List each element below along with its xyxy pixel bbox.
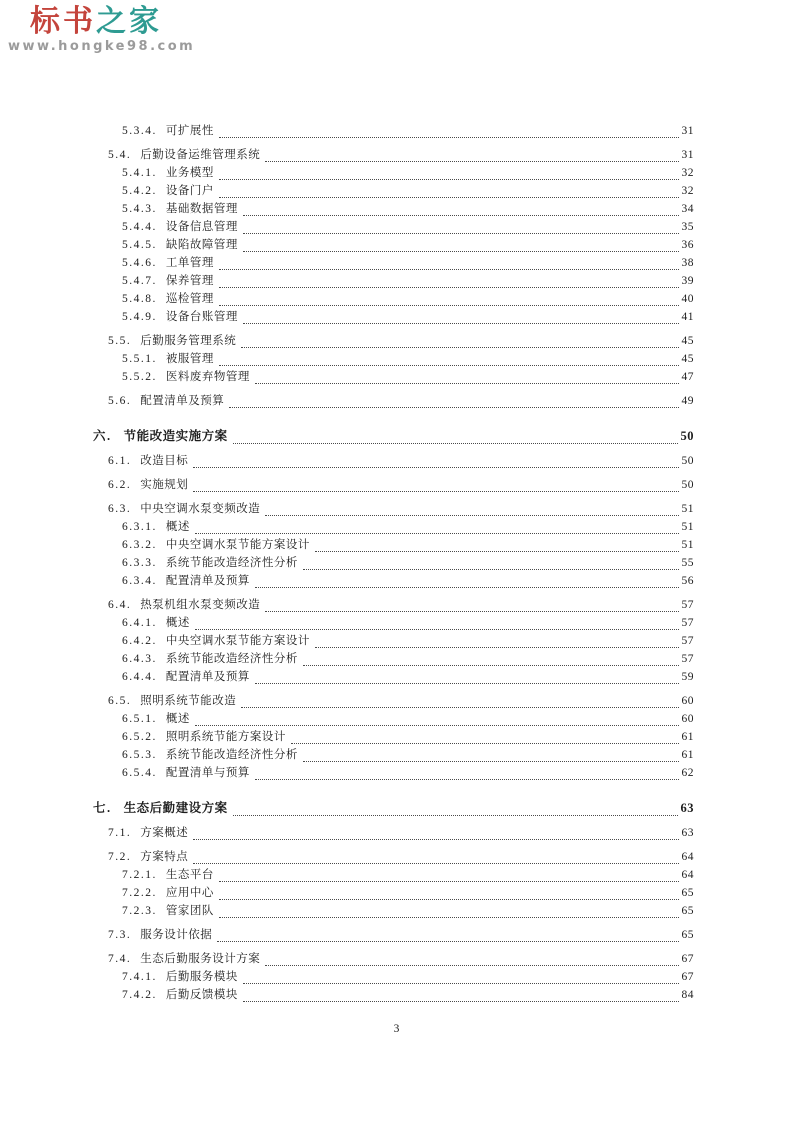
toc-entry-number: 5.5. <box>108 335 132 347</box>
dot-leader <box>315 549 679 552</box>
dot-leader <box>255 585 679 588</box>
toc-entry-page: 51 <box>681 521 694 533</box>
toc-entry-page: 40 <box>681 293 694 305</box>
toc-entry-number: 6.3.2. <box>122 539 157 551</box>
toc-entry-number: 6.4.2. <box>122 635 157 647</box>
toc-entry-number: 6.4.4. <box>122 671 157 683</box>
dot-leader <box>193 861 678 864</box>
toc-entry-number: 6.4.1. <box>122 617 157 629</box>
logo-title <box>30 6 195 38</box>
toc-entry-number: 6.5.4. <box>122 767 157 779</box>
toc-entry[interactable] <box>93 730 694 744</box>
toc-entry-page: 50 <box>681 455 694 467</box>
toc-entry[interactable] <box>93 220 694 234</box>
toc-entry-page: 64 <box>681 869 694 881</box>
toc-entry[interactable] <box>93 166 694 180</box>
dot-leader <box>195 627 679 630</box>
toc-entry[interactable] <box>93 292 694 306</box>
dot-leader <box>265 963 678 966</box>
toc-entry-page: 55 <box>681 557 694 569</box>
toc-entry-title: 管家团队 <box>165 905 214 917</box>
toc-entry[interactable] <box>93 238 694 252</box>
toc-entry-page: 41 <box>681 311 694 323</box>
toc-entry-number: 7.4.2. <box>122 989 157 1001</box>
toc-entry-number: 6.5.2. <box>122 731 157 743</box>
toc-entry[interactable] <box>93 454 694 468</box>
toc-entry-title: 设备信息管理 <box>165 221 238 233</box>
dot-leader <box>303 663 679 666</box>
toc-entry-page: 50 <box>680 429 694 443</box>
toc-entry-page: 35 <box>681 221 694 233</box>
dot-leader <box>193 837 678 840</box>
dot-leader <box>217 939 678 942</box>
toc-entry[interactable] <box>93 334 694 348</box>
toc-entry-page: 34 <box>681 203 694 215</box>
toc-entry-title: 中央空调水泵节能方案设计 <box>165 635 310 647</box>
toc-entry[interactable] <box>93 429 694 444</box>
toc-entry-page: 36 <box>681 239 694 251</box>
toc-entry[interactable] <box>93 124 694 138</box>
toc-entry-title: 巡检管理 <box>165 293 214 305</box>
toc-entry-number: 6.2. <box>108 479 132 491</box>
dot-leader <box>303 759 679 762</box>
toc-entry[interactable] <box>93 184 694 198</box>
toc-entry-number: 6.1. <box>108 455 132 467</box>
dot-leader <box>241 345 678 348</box>
toc-entry-title: 配置清单及预算 <box>140 395 225 407</box>
toc-entry-title: 实施规划 <box>140 479 189 491</box>
toc-entry-title: 概述 <box>165 521 190 533</box>
toc-entry[interactable] <box>93 748 694 762</box>
toc-entry[interactable] <box>93 670 694 684</box>
toc-entry-page: 65 <box>681 929 694 941</box>
toc-entry-number: 六. <box>93 429 112 443</box>
toc-entry-page: 56 <box>681 575 694 587</box>
toc-entry-title: 后勤设备运维管理系统 <box>140 149 261 161</box>
toc-entry-page: 67 <box>681 953 694 965</box>
toc-entry-page: 57 <box>681 635 694 647</box>
toc-entry-title: 生态后勤服务设计方案 <box>140 953 261 965</box>
toc-entry-page: 65 <box>681 887 694 899</box>
toc-entry-title: 中央空调水泵变频改造 <box>140 503 261 515</box>
toc-entry-page: 51 <box>681 503 694 515</box>
toc-entry[interactable] <box>93 904 694 918</box>
toc-entry-number: 7.1. <box>108 827 132 839</box>
toc-entry-title: 生态后勤建设方案 <box>123 801 228 815</box>
dot-leader <box>219 915 679 918</box>
dot-leader <box>219 135 679 138</box>
dot-leader <box>255 777 679 780</box>
dot-leader <box>255 681 679 684</box>
toc-entry[interactable] <box>93 801 694 816</box>
toc-entry-title: 业务模型 <box>165 167 214 179</box>
toc-entry[interactable] <box>93 310 694 324</box>
toc-entry[interactable] <box>93 988 694 1002</box>
toc-entry[interactable] <box>93 538 694 552</box>
toc-entry-title: 方案特点 <box>140 851 189 863</box>
toc-entry-title: 概述 <box>165 617 190 629</box>
toc-entry-number: 6.3.4. <box>122 575 157 587</box>
toc-entry-title: 节能改造实施方案 <box>123 429 228 443</box>
toc-entry[interactable] <box>93 826 694 840</box>
toc-entry-title: 照明系统节能方案设计 <box>165 731 286 743</box>
toc-entry-page: 45 <box>681 335 694 347</box>
toc-entry-page: 31 <box>681 125 694 137</box>
toc-entry-number: 6.4. <box>108 599 132 611</box>
toc-entry[interactable] <box>93 928 694 942</box>
toc-entry[interactable] <box>93 394 694 408</box>
dot-leader <box>193 465 678 468</box>
toc-entry[interactable] <box>93 850 694 864</box>
dot-leader <box>233 441 678 444</box>
dot-leader <box>219 897 679 900</box>
toc-entry-title: 后勤服务模块 <box>165 971 238 983</box>
toc-entry-title: 配置清单及预算 <box>165 671 250 683</box>
toc-entry[interactable] <box>93 634 694 648</box>
logo-text-biaoshu: 标书 <box>30 4 96 39</box>
page-number: 3 <box>393 1023 400 1035</box>
dot-leader <box>243 321 679 324</box>
toc-entry-title: 配置清单与预算 <box>165 767 250 779</box>
toc-entry-number: 7.3. <box>108 929 132 941</box>
toc-entry-number: 7.2.1. <box>122 869 157 881</box>
toc-entry[interactable] <box>93 694 694 708</box>
toc-entry-page: 59 <box>681 671 694 683</box>
toc-entry[interactable] <box>93 352 694 366</box>
toc-entry-number: 6.3.3. <box>122 557 157 569</box>
dot-leader <box>195 531 679 534</box>
toc-entry-page: 67 <box>681 971 694 983</box>
toc-entry-page: 60 <box>681 695 694 707</box>
site-logo[interactable] <box>8 6 195 54</box>
toc-entry-number: 6.4.3. <box>122 653 157 665</box>
dot-leader <box>265 609 678 612</box>
dot-leader <box>219 363 679 366</box>
toc-entry-title: 热泵机组水泵变频改造 <box>140 599 261 611</box>
toc-entry-page: 49 <box>681 395 694 407</box>
toc-entry-title: 中央空调水泵节能方案设计 <box>165 539 310 551</box>
toc-entry-title: 系统节能改造经济性分析 <box>165 653 298 665</box>
toc-entry-page: 61 <box>681 749 694 761</box>
toc-entry-page: 32 <box>681 185 694 197</box>
toc-entry-title: 设备台账管理 <box>165 311 238 323</box>
toc-entry-number: 5.4.6. <box>122 257 157 269</box>
toc-entry[interactable] <box>93 652 694 666</box>
dot-leader <box>291 741 679 744</box>
toc-entry[interactable] <box>93 370 694 384</box>
dot-leader <box>241 705 678 708</box>
toc-entry[interactable] <box>93 148 694 162</box>
toc-entry-number: 5.4.1. <box>122 167 157 179</box>
toc-entry-page: 62 <box>681 767 694 779</box>
toc-entry-number: 7.2.3. <box>122 905 157 917</box>
dot-leader <box>315 645 679 648</box>
toc-entry[interactable] <box>93 970 694 984</box>
toc-entry-page: 61 <box>681 731 694 743</box>
toc-entry-number: 5.4.2. <box>122 185 157 197</box>
toc-entry-page: 51 <box>681 539 694 551</box>
toc-entry-title: 方案概述 <box>140 827 189 839</box>
dot-leader <box>255 381 679 384</box>
toc-entry-page: 64 <box>681 851 694 863</box>
toc-entry-title: 后勤反馈模块 <box>165 989 238 1001</box>
toc-entry[interactable] <box>93 202 694 216</box>
toc-entry-page: 50 <box>681 479 694 491</box>
toc-entry-number: 5.4. <box>108 149 132 161</box>
dot-leader <box>243 981 679 984</box>
toc-entry-title: 工单管理 <box>165 257 214 269</box>
dot-leader <box>219 303 679 306</box>
toc-entry-title: 医料废弃物管理 <box>165 371 250 383</box>
toc-entry-page: 39 <box>681 275 694 287</box>
toc-entry[interactable] <box>93 952 694 966</box>
dot-leader <box>219 285 679 288</box>
toc-entry-title: 系统节能改造经济性分析 <box>165 557 298 569</box>
dot-leader <box>265 513 678 516</box>
toc-entry-title: 服务设计依据 <box>140 929 213 941</box>
toc-entry-title: 概述 <box>165 713 190 725</box>
toc-entry-page: 38 <box>681 257 694 269</box>
dot-leader <box>219 177 679 180</box>
toc-entry-page: 45 <box>681 353 694 365</box>
toc-entry-title: 基础数据管理 <box>165 203 238 215</box>
toc-entry[interactable] <box>93 556 694 570</box>
toc-entry-title: 后勤服务管理系统 <box>140 335 237 347</box>
toc-entry-page: 60 <box>681 713 694 725</box>
toc-entry-number: 5.4.5. <box>122 239 157 251</box>
toc-entry-title: 系统节能改造经济性分析 <box>165 749 298 761</box>
dot-leader <box>195 723 679 726</box>
dot-leader <box>303 567 679 570</box>
toc-entry[interactable] <box>93 274 694 288</box>
toc-entry-page: 57 <box>681 617 694 629</box>
toc-entry-title: 配置清单及预算 <box>165 575 250 587</box>
toc-entry[interactable] <box>93 712 694 726</box>
toc-entry-number: 7.4. <box>108 953 132 965</box>
toc-entry-number: 5.4.4. <box>122 221 157 233</box>
toc-entry-title: 照明系统节能改造 <box>140 695 237 707</box>
toc-entry-number: 6.3.1. <box>122 521 157 533</box>
toc-entry[interactable] <box>93 616 694 630</box>
toc-entry[interactable] <box>93 256 694 270</box>
toc-entry-title: 保养管理 <box>165 275 214 287</box>
toc-entry[interactable] <box>93 868 694 882</box>
dot-leader <box>243 213 679 216</box>
dot-leader <box>229 405 678 408</box>
page-footer <box>0 1023 793 1035</box>
toc-entry-title: 被服管理 <box>165 353 214 365</box>
toc-entry-page: 47 <box>681 371 694 383</box>
toc-entry-number: 5.5.2. <box>122 371 157 383</box>
toc-entry-number: 6.5. <box>108 695 132 707</box>
toc-entry[interactable] <box>93 574 694 588</box>
dot-leader <box>243 249 679 252</box>
toc-entry-page: 31 <box>681 149 694 161</box>
toc-entry-number: 5.6. <box>108 395 132 407</box>
toc-entry-page: 32 <box>681 167 694 179</box>
toc-entry-title: 改造目标 <box>140 455 189 467</box>
toc-entry-number: 6.5.1. <box>122 713 157 725</box>
toc-entry[interactable] <box>93 886 694 900</box>
toc-entry[interactable] <box>93 766 694 780</box>
toc-entry-list <box>93 124 694 1002</box>
toc-entry-number: 5.5.1. <box>122 353 157 365</box>
toc-entry-title: 应用中心 <box>165 887 214 899</box>
toc-entry-title: 可扩展性 <box>165 125 214 137</box>
dot-leader <box>219 267 679 270</box>
dot-leader <box>219 195 679 198</box>
toc-entry-number: 5.4.3. <box>122 203 157 215</box>
toc-entry-number: 6.3. <box>108 503 132 515</box>
toc-entry-title: 生态平台 <box>165 869 214 881</box>
dot-leader <box>243 231 679 234</box>
toc-entry-number: 七. <box>93 801 112 815</box>
toc-entry-number: 5.3.4. <box>122 125 157 137</box>
toc-entry-page: 63 <box>680 801 694 815</box>
toc-entry[interactable] <box>93 478 694 492</box>
toc-entry[interactable] <box>93 598 694 612</box>
toc-entry-number: 5.4.7. <box>122 275 157 287</box>
toc-entry-number: 7.4.1. <box>122 971 157 983</box>
dot-leader <box>233 813 678 816</box>
dot-leader <box>193 489 678 492</box>
dot-leader <box>265 159 678 162</box>
toc-entry-number: 7.2.2. <box>122 887 157 899</box>
toc-entry-number: 5.4.8. <box>122 293 157 305</box>
toc-entry-number: 5.4.9. <box>122 311 157 323</box>
toc-entry-page: 65 <box>681 905 694 917</box>
logo-website-url[interactable]: www.hongke98.com <box>8 39 196 54</box>
toc-entry-page: 57 <box>681 653 694 665</box>
dot-leader <box>243 999 679 1002</box>
toc-entry-page: 57 <box>681 599 694 611</box>
toc-entry[interactable] <box>93 502 694 516</box>
logo-text-zhijia: 之家 <box>96 4 162 39</box>
toc-entry-title: 缺陷故障管理 <box>165 239 238 251</box>
toc-entry-number: 7.2. <box>108 851 132 863</box>
dot-leader <box>219 879 679 882</box>
toc-entry-number: 6.5.3. <box>122 749 157 761</box>
toc-entry-page: 63 <box>681 827 694 839</box>
toc-entry-page: 84 <box>681 989 694 1001</box>
toc-entry[interactable] <box>93 520 694 534</box>
toc-entry-title: 设备门户 <box>165 185 214 197</box>
